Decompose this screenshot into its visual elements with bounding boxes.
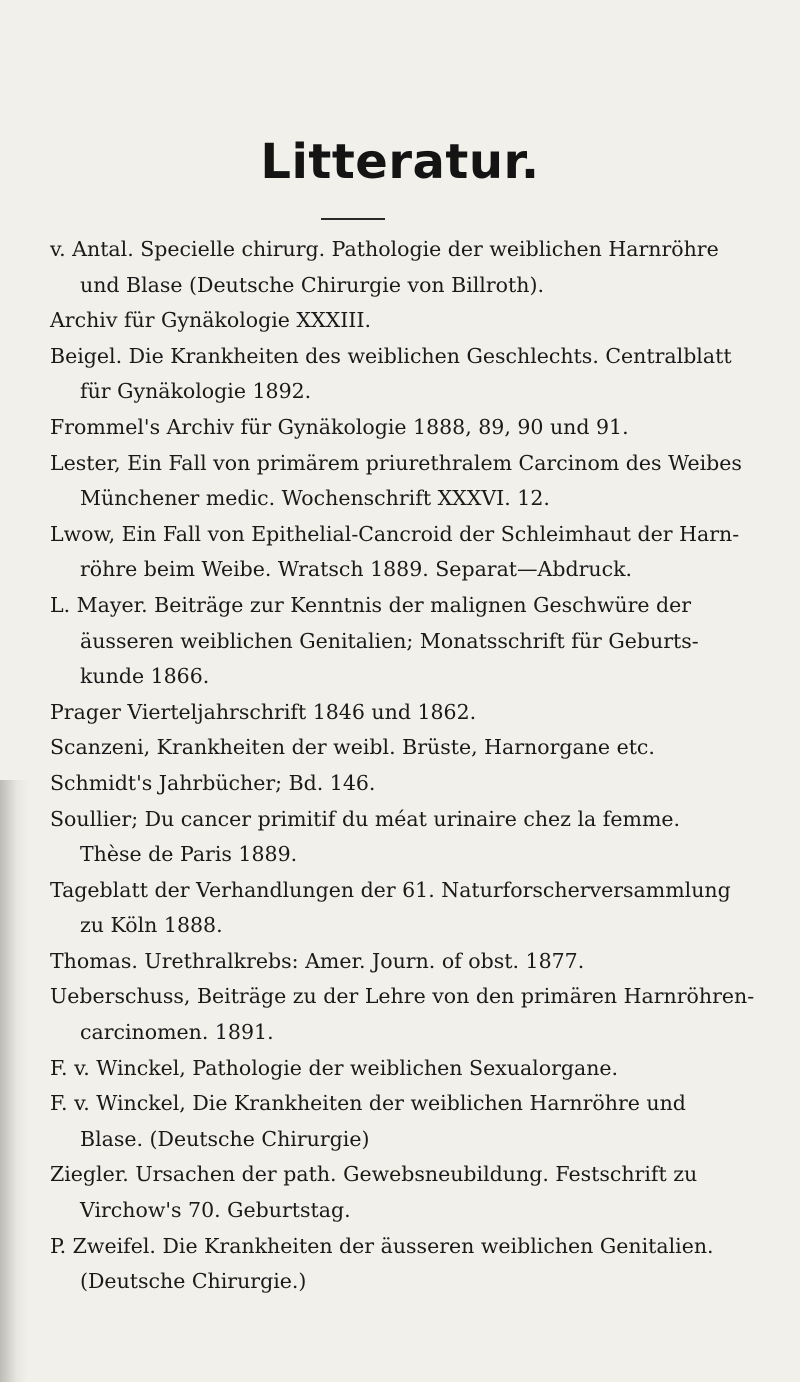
reference-line: P. Zweifel. Die Krankheiten der äusseren weiblichen Genitalien. bbox=[50, 1233, 714, 1258]
reference-entry bbox=[50, 730, 762, 766]
reference-line: Münchener medic. Wochenschrift XXXVI. 12. bbox=[80, 486, 550, 511]
reference-entry bbox=[50, 695, 762, 731]
reference-entry bbox=[50, 1051, 762, 1087]
reference-entry bbox=[50, 1086, 762, 1157]
reference-line: Lwow, Ein Fall von Epithelial-Cancroid der Schleimhaut der Harn- bbox=[50, 521, 740, 546]
reference-entry bbox=[50, 766, 762, 802]
reference-line: Blase. (Deutsche Chirurgie) bbox=[80, 1126, 370, 1151]
reference-line: Tageblatt der Verhandlungen der 61. Naturforscherversammlung bbox=[50, 877, 731, 902]
reference-line: (Deutsche Chirurgie.) bbox=[80, 1269, 307, 1294]
scan-edge-shadow bbox=[0, 780, 28, 1382]
reference-line: Virchow's 70. Geburtstag. bbox=[80, 1198, 351, 1223]
reference-line: Prager Vierteljahrschrift 1846 und 1862. bbox=[50, 699, 477, 724]
reference-entry bbox=[50, 339, 762, 410]
page-title: Litteratur. bbox=[260, 134, 540, 190]
reference-entry bbox=[50, 303, 762, 339]
reference-entry bbox=[50, 979, 762, 1050]
reference-entry bbox=[50, 944, 762, 980]
reference-line: Schmidt's Jahrbücher; Bd. 146. bbox=[50, 770, 376, 795]
title-divider bbox=[321, 218, 385, 220]
reference-line: Beigel. Die Krankheiten des weiblichen Geschlechts. Centralblatt bbox=[50, 343, 732, 368]
reference-line: Thomas. Urethralkrebs: Amer. Journ. of obst. 1877. bbox=[50, 948, 585, 973]
reference-line: äusseren weiblichen Genitalien; Monatsschrift für Geburts- bbox=[80, 628, 699, 653]
reference-entry bbox=[50, 410, 762, 446]
reference-line: Ziegler. Ursachen der path. Gewebsneubildung. Festschrift zu bbox=[50, 1162, 698, 1187]
reference-line: L. Mayer. Beiträge zur Kenntnis der malignen Geschwüre der bbox=[50, 592, 692, 617]
reference-line: v. Antal. Specielle chirurg. Pathologie der weiblichen Harnröhre bbox=[50, 237, 719, 261]
reference-line: Soullier; Du cancer primitif du méat urinaire chez la femme. bbox=[50, 806, 681, 831]
reference-line: Thèse de Paris 1889. bbox=[80, 842, 298, 867]
reference-line: carcinomen. 1891. bbox=[80, 1020, 274, 1045]
reference-entry bbox=[50, 446, 762, 517]
reference-line: F. v. Winckel, Pathologie der weiblichen Sexualorgane. bbox=[50, 1055, 619, 1080]
reference-line: Archiv für Gynäkologie XXXIII. bbox=[50, 308, 372, 333]
reference-entry bbox=[50, 232, 762, 303]
reference-entry bbox=[50, 588, 762, 695]
reference-entry bbox=[50, 517, 762, 588]
reference-entry bbox=[50, 873, 762, 944]
reference-entry bbox=[50, 1157, 762, 1228]
reference-list bbox=[50, 232, 762, 1300]
reference-entry bbox=[50, 802, 762, 873]
reference-line: Lester, Ein Fall von primärem priurethralem Carcinom des Weibes bbox=[50, 450, 742, 475]
reference-line: F. v. Winckel, Die Krankheiten der weiblichen Harnröhre und bbox=[50, 1091, 686, 1116]
reference-line: für Gynäkologie 1892. bbox=[80, 379, 312, 404]
reference-entry bbox=[50, 1229, 762, 1300]
reference-line: zu Köln 1888. bbox=[80, 913, 223, 938]
reference-line: Ueberschuss, Beiträge zu der Lehre von den primären Harnröhren- bbox=[50, 984, 755, 1009]
reference-line: Scanzeni, Krankheiten der weibl. Brüste, Harnorgane etc. bbox=[50, 735, 655, 760]
reference-line: röhre beim Weibe. Wratsch 1889. Separat—Abdruck. bbox=[80, 557, 633, 582]
reference-line: kunde 1866. bbox=[80, 664, 210, 689]
reference-line: Frommel's Archiv für Gynäkologie 1888, 89, 90 und 91. bbox=[50, 414, 629, 439]
reference-line: und Blase (Deutsche Chirurgie von Billroth). bbox=[80, 272, 544, 297]
